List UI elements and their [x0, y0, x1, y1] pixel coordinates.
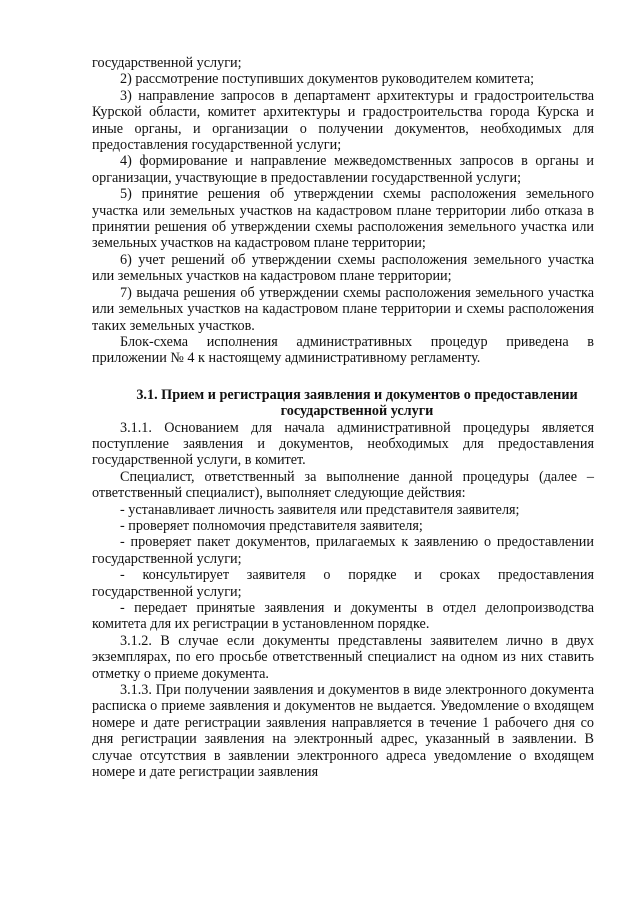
- paragraph-3-1-3: 3.1.3. При получении заявления и документов в виде электронного документа расписка о приеме заявления и документов не выдается. Уведомление о входящем номере и дате регистрации заявления направляется в течение 1 рабочего дня со дня регистрации заявления на электронный адрес, указанный в заявлении. В случае отсутствия в заявлении электронного адреса уведомление о входящем номере и дате регистрации заявления: [92, 682, 594, 781]
- block-diagram-reference: Блок-схема исполнения административных процедур приведена в приложении № 4 к настоящему административному регламенту.: [92, 333, 594, 367]
- paragraph-3-1-2: 3.1.2. В случае если документы представлены заявителем лично в двух экземплярах, по его просьбе ответственный специалист на одном из них ставить отметку о приеме документа.: [92, 632, 594, 682]
- action-item: - устанавливает личность заявителя или представителя заявителя;: [120, 501, 520, 518]
- list-item-2: 2) рассмотрение поступивших документов руководителем комитета;: [120, 71, 535, 88]
- spacer: [92, 367, 594, 387]
- section-heading: 3.1. Прием и регистрация заявления и документов о предоставлении государственной услуги: [136, 386, 578, 420]
- paragraph-3-1-1: 3.1.1. Основанием для начала административной процедуры является поступление заявления и документов, необходимых для предоставления государственной услуги, в комитет.: [92, 419, 594, 469]
- paragraph-continuation: государственной услуги;: [92, 55, 242, 71]
- action-item: - проверяет полномочия представителя заявителя;: [120, 517, 423, 534]
- document-body: [92, 55, 594, 780]
- list-item-6: 6) учет решений об утверждении схемы расположения земельного участка или земельных участков на кадастровом плане территории;: [92, 251, 594, 285]
- paragraph-specialist: Специалист, ответственный за выполнение данной процедуры (далее – ответственный специалист), выполняет следующие действия:: [92, 468, 594, 502]
- list-item-4: 4) формирование и направление межведомственных запросов в органы и организации, участвующие в предоставлении государственной услуги;: [92, 153, 594, 186]
- list-item-5: 5) принятие решения об утверждении схемы расположения земельного участка или земельных участков на кадастровом плане территории либо отказа в принятии решения об утверждении схемы расположения земельного участка или земельных участков на кадастровом плане территории;: [92, 186, 594, 252]
- action-item: - проверяет пакет документов, прилагаемых к заявлению о предоставлении государственной услуги;: [92, 534, 594, 567]
- action-item: - консультирует заявителя о порядке и сроках предоставления государственной услуги;: [92, 567, 594, 600]
- list-item-3: 3) направление запросов в департамент архитектуры и градостроительства Курской области, комитет архитектуры и градостроительства города Курска и иные органы, и организации о получении документов, необходимых для предоставления государственной услуги;: [92, 87, 594, 154]
- list-item-7: 7) выдача решения об утверждении схемы расположения земельного участка или земельных участков на кадастровом плане территории и схемы расположения таких земельных участков.: [92, 284, 594, 334]
- action-item: - передает принятые заявления и документы в отдел делопроизводства комитета для их регистрации в установленном порядке.: [92, 600, 594, 633]
